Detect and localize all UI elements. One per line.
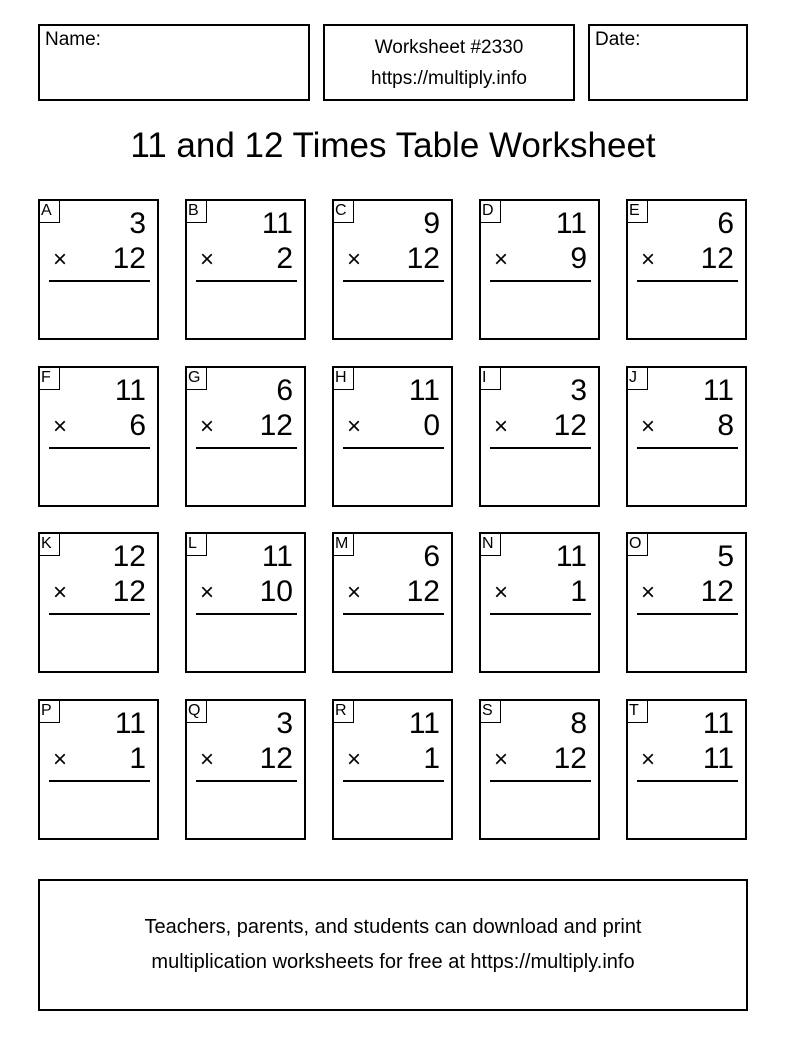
problem-top-number: 11 (261, 540, 293, 573)
problem-top-number: 9 (423, 207, 440, 240)
multiply-sign: × (494, 413, 509, 440)
problem-bottom-number: 12 (553, 742, 587, 775)
problem-top-number: 11 (114, 374, 146, 407)
answer-line (343, 613, 444, 615)
problem-bottom-number: 2 (276, 242, 293, 275)
problem-card[interactable] (38, 532, 159, 673)
problem-letter: F (38, 366, 60, 390)
problem-card[interactable] (479, 699, 600, 840)
problem-bottom-number: 12 (700, 242, 734, 275)
problem-top-number: 12 (112, 540, 146, 573)
name-field-box[interactable] (38, 24, 310, 101)
problem-bottom-number: 1 (570, 575, 587, 608)
problem-card[interactable] (626, 532, 747, 673)
answer-line (490, 280, 591, 282)
problem-top-number: 11 (408, 374, 440, 407)
multiply-sign: × (200, 246, 215, 273)
worksheet-info-box (323, 24, 575, 101)
problem-letter: D (479, 199, 501, 223)
multiply-sign: × (200, 746, 215, 773)
problem-bottom-number: 12 (112, 575, 146, 608)
problem-card[interactable] (332, 199, 453, 340)
problem-card[interactable] (479, 199, 600, 340)
problem-letter: K (38, 532, 60, 556)
problem-top-number: 6 (423, 540, 440, 573)
problem-letter: L (185, 532, 207, 556)
multiply-sign: × (53, 413, 68, 440)
problem-letter: B (185, 199, 207, 223)
problem-bottom-number: 8 (717, 409, 734, 442)
problem-card[interactable] (332, 699, 453, 840)
problem-letter: O (626, 532, 648, 556)
problem-bottom-number: 12 (259, 409, 293, 442)
footer-line: Teachers, parents, and students can download and print (144, 916, 642, 938)
problem-bottom-number: 12 (112, 242, 146, 275)
answer-line (49, 780, 150, 782)
problem-card[interactable] (38, 366, 159, 507)
multiply-sign: × (53, 246, 68, 273)
multiply-sign: × (494, 746, 509, 773)
problem-card[interactable] (626, 699, 747, 840)
answer-line (343, 447, 444, 449)
name-label: Name: (45, 29, 101, 50)
problem-top-number: 11 (555, 540, 587, 573)
page-title: 11 and 12 Times Table Worksheet (130, 126, 656, 165)
answer-line (49, 447, 150, 449)
problem-card[interactable] (626, 199, 747, 340)
answer-line (49, 280, 150, 282)
answer-line (49, 613, 150, 615)
problem-card[interactable] (479, 366, 600, 507)
multiply-sign: × (641, 746, 656, 773)
problem-top-number: 3 (570, 374, 587, 407)
multiply-sign: × (347, 246, 362, 273)
problem-letter: J (626, 366, 648, 390)
multiply-sign: × (641, 246, 656, 273)
multiply-sign: × (641, 579, 656, 606)
problem-bottom-number: 9 (570, 242, 587, 275)
problem-card[interactable] (332, 532, 453, 673)
problem-card[interactable] (185, 699, 306, 840)
footer-note-box (38, 879, 748, 1011)
problem-top-number: 5 (717, 540, 734, 573)
problem-top-number: 11 (408, 707, 440, 740)
problem-top-number: 11 (261, 207, 293, 240)
problem-bottom-number: 12 (700, 575, 734, 608)
multiply-sign: × (494, 246, 509, 273)
worksheet-number: Worksheet #2330 (374, 37, 524, 58)
problem-letter: M (332, 532, 354, 556)
date-field-box[interactable] (588, 24, 748, 101)
problem-letter: C (332, 199, 354, 223)
multiply-sign: × (347, 746, 362, 773)
answer-line (196, 780, 297, 782)
problem-letter: N (479, 532, 501, 556)
problem-bottom-number: 1 (423, 742, 440, 775)
problem-top-number: 11 (114, 707, 146, 740)
multiply-sign: × (347, 579, 362, 606)
problem-card[interactable] (185, 532, 306, 673)
footer-line: multiplication worksheets for free at https://multiply.info (151, 951, 635, 973)
problem-letter: I (479, 366, 501, 390)
multiply-sign: × (641, 413, 656, 440)
multiply-sign: × (53, 579, 68, 606)
multiply-sign: × (200, 413, 215, 440)
problem-card[interactable] (38, 199, 159, 340)
answer-line (637, 780, 738, 782)
problem-bottom-number: 12 (406, 575, 440, 608)
problem-card[interactable] (626, 366, 747, 507)
answer-line (196, 280, 297, 282)
answer-line (490, 447, 591, 449)
problem-bottom-number: 0 (423, 409, 440, 442)
problem-letter: S (479, 699, 501, 723)
multiply-sign: × (347, 413, 362, 440)
answer-line (637, 613, 738, 615)
problem-letter: H (332, 366, 354, 390)
answer-line (196, 613, 297, 615)
problem-letter: R (332, 699, 354, 723)
problem-top-number: 11 (555, 207, 587, 240)
problem-letter: Q (185, 699, 207, 723)
problem-top-number: 3 (129, 207, 146, 240)
answer-line (637, 280, 738, 282)
problem-card[interactable] (332, 366, 453, 507)
answer-line (637, 447, 738, 449)
date-label: Date: (595, 29, 641, 50)
multiply-sign: × (53, 746, 68, 773)
problem-letter: A (38, 199, 60, 223)
answer-line (343, 280, 444, 282)
problem-bottom-number: 10 (259, 575, 293, 608)
answer-line (343, 780, 444, 782)
multiply-sign: × (494, 579, 509, 606)
problem-bottom-number: 12 (259, 742, 293, 775)
problem-card[interactable] (185, 366, 306, 507)
problem-bottom-number: 12 (553, 409, 587, 442)
problem-top-number: 3 (276, 707, 293, 740)
problem-letter: P (38, 699, 60, 723)
problem-top-number: 8 (570, 707, 587, 740)
problem-top-number: 6 (276, 374, 293, 407)
problem-bottom-number: 1 (129, 742, 146, 775)
problem-card[interactable] (38, 699, 159, 840)
answer-line (490, 780, 591, 782)
problem-bottom-number: 6 (129, 409, 146, 442)
problem-letter: E (626, 199, 648, 223)
answer-line (196, 447, 297, 449)
problem-letter: G (185, 366, 207, 390)
problem-top-number: 11 (702, 707, 734, 740)
problem-card[interactable] (185, 199, 306, 340)
multiply-sign: × (200, 579, 215, 606)
problem-top-number: 6 (717, 207, 734, 240)
worksheet-url: https://multiply.info (371, 68, 527, 89)
problem-letter: T (626, 699, 648, 723)
problem-card[interactable] (479, 532, 600, 673)
problem-top-number: 11 (702, 374, 734, 407)
answer-line (490, 613, 591, 615)
problem-bottom-number: 12 (406, 242, 440, 275)
problem-bottom-number: 11 (702, 742, 734, 775)
